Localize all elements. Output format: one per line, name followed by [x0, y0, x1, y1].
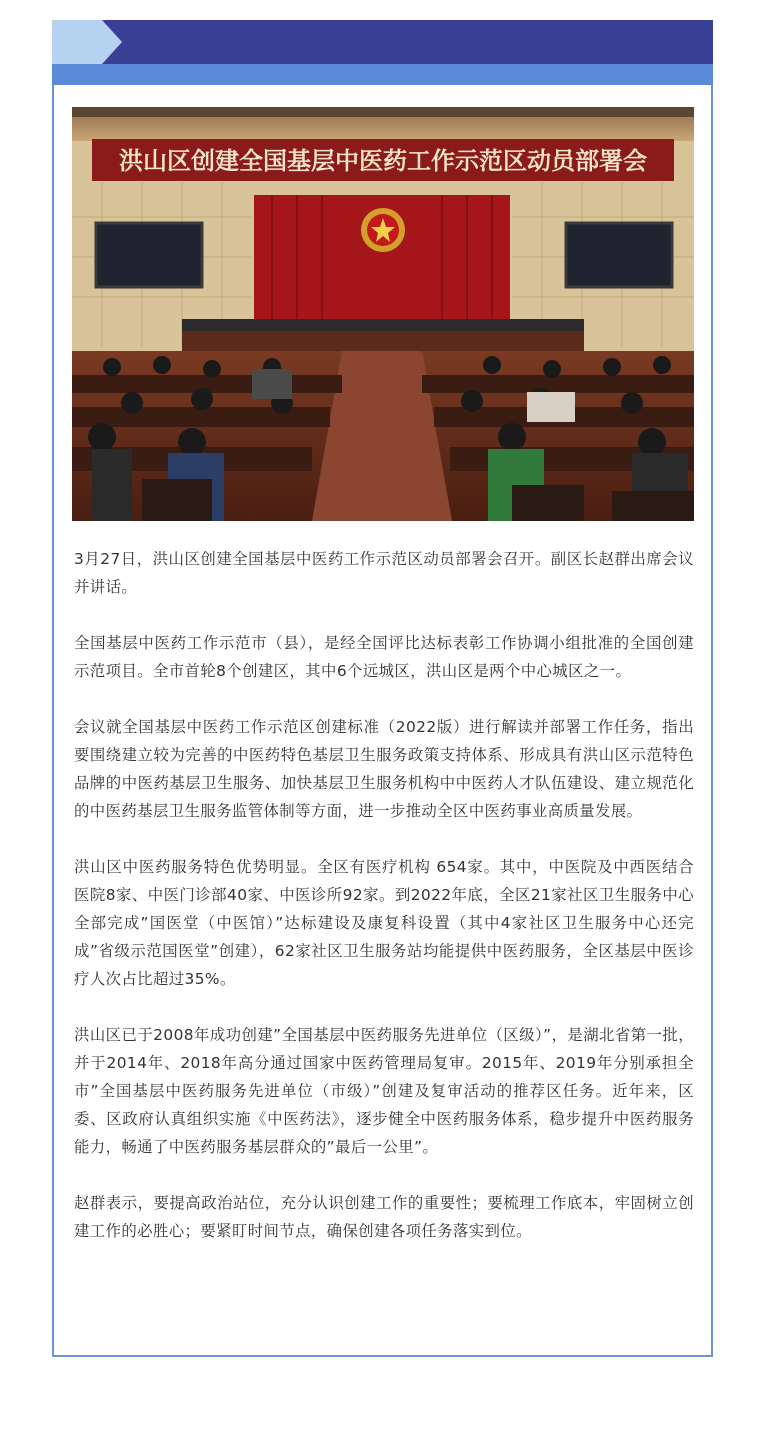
article-body: [74, 545, 694, 1273]
chevron-decoration-icon: [52, 20, 124, 64]
article-paragraph: 全国基层中医药工作示范市（县），是经全国评比达标表彰工作协调小组批准的全国创建示范项目。全市首轮8个创建区，其中6个远城区，洪山区是两个中心城区之一。: [74, 634, 694, 680]
article-paragraph: 会议就全国基层中医药工作示范区创建标准（2022版）进行解读并部署工作任务，指出要围绕建立较为完善的中医药特色基层卫生服务政策支持体系、形成具有洪山区示范特色品牌的中医药基层卫生服务、加快基层卫生服务机构中中医药人才队伍建设、建立规范化的中医药基层卫生服务监管体制等方面，进一步推动全区中医药事业高质量发展。: [74, 718, 694, 820]
header-subbar: [52, 64, 713, 85]
article-paragraph: 3月27日，洪山区创建全国基层中医药工作示范区动员部署会召开。副区长赵群出席会议并讲话。: [74, 550, 694, 596]
photo-banner-text: 洪山区创建全国基层中医药工作示范区动员部署会: [119, 146, 647, 175]
article-card: [52, 85, 713, 1357]
header-banner: [52, 20, 713, 64]
national-emblem-icon: [361, 208, 405, 252]
meeting-photo: [72, 107, 694, 521]
article-paragraph: 洪山区中医药服务特色优势明显。全区有医疗机构 654家。其中，中医院及中西医结合医院8家、中医门诊部40家、中医诊所92家。到2022年底，全区21家社区卫生服务中心全部完成”国医堂（中医馆）”达标建设及康复科设置（其中4家社区卫生服务中心还完成”省级示范国医堂”创建），62家社区卫生服务站均能提供中医药服务，全区基层中医诊疗人次占比超过35%。: [74, 858, 694, 988]
article-paragraph: 洪山区已于2008年成功创建”全国基层中医药服务先进单位（区级）”，是湖北省第一批，并于2014年、2018年高分通过国家中医药管理局复审。2015年、2019年分别承担全市”全国基层中医药服务先进单位（市级）”创建及复审活动的推荐区任务。近年来，区委、区政府认真组织实施《中医药法》，逐步健全中医药服务体系，稳步提升中医药服务能力，畅通了中医药服务基层群众的”最后一公里”。: [74, 1026, 694, 1156]
article-paragraph: 赵群表示，要提高政治站位，充分认识创建工作的重要性；要梳理工作底本，牢固树立创建工作的必胜心；要紧盯时间节点，确保创建各项任务落实到位。: [74, 1194, 694, 1240]
